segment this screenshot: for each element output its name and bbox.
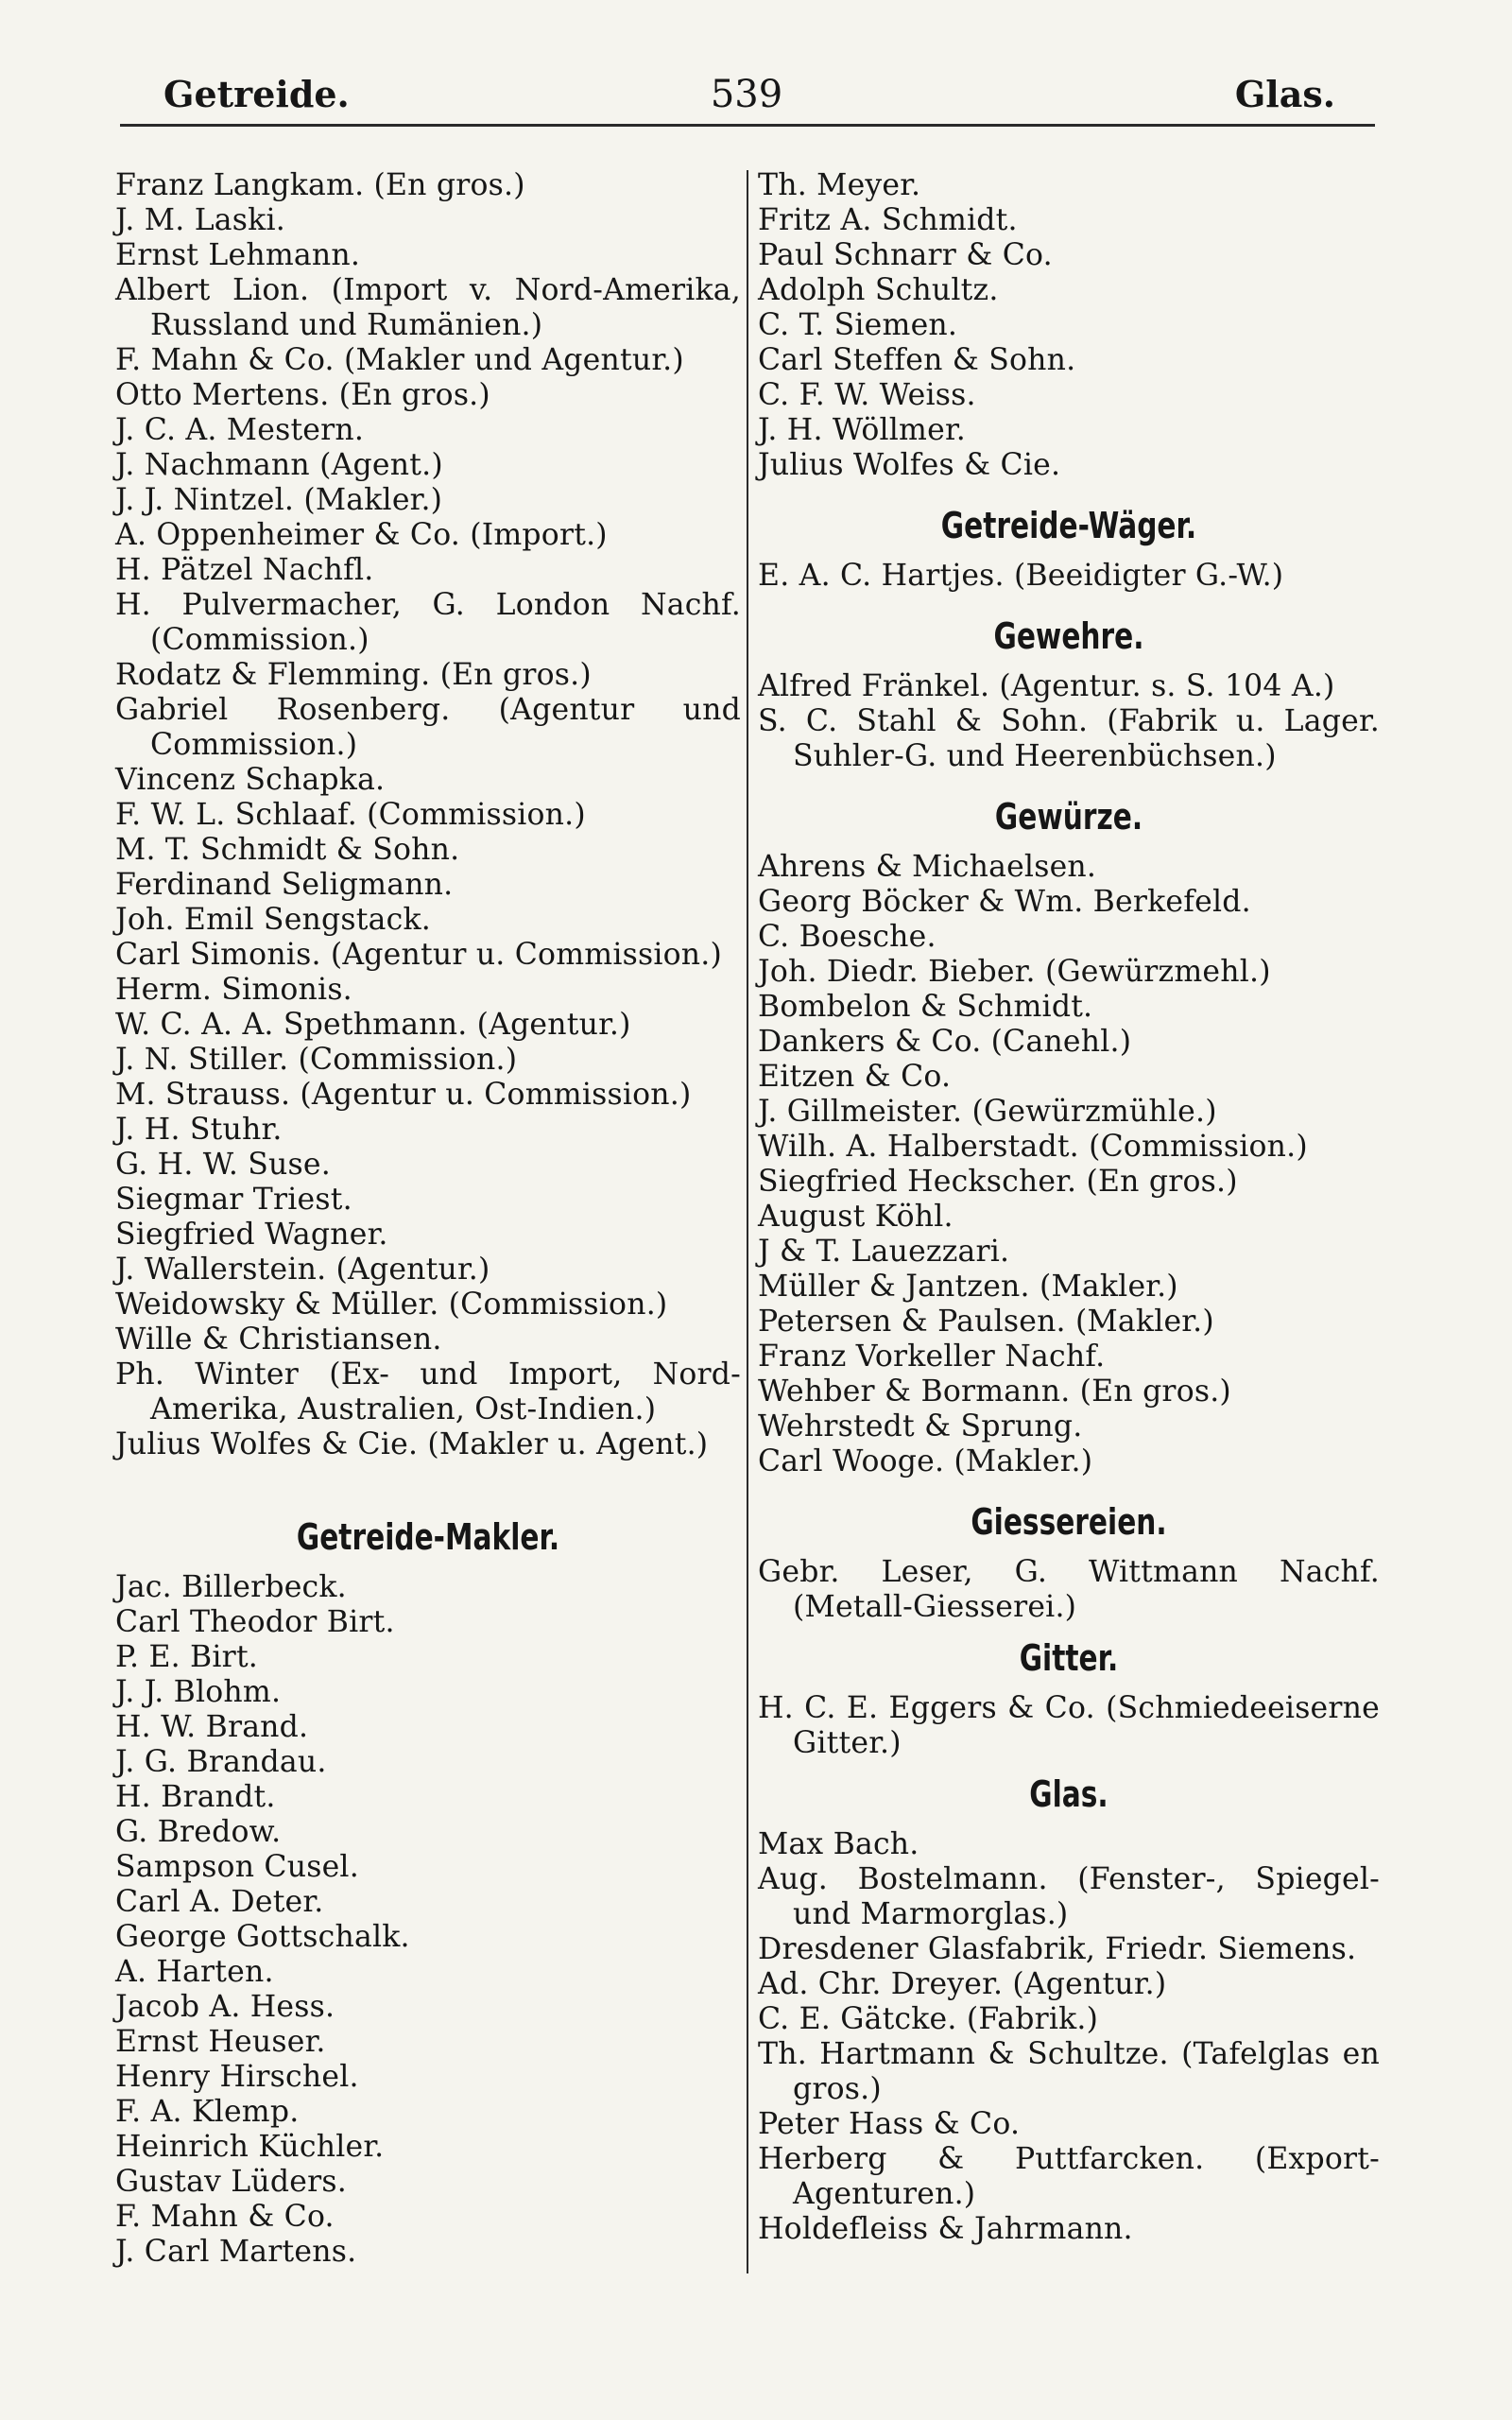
directory-entry: Carl A. Deter. — [115, 1885, 324, 1919]
entry-list — [758, 669, 1380, 774]
directory-entry: Carl Theodor Birt. — [115, 1605, 395, 1639]
directory-entry: Heinrich Küchler. — [115, 2130, 385, 2164]
directory-entry: F. W. L. Schlaaf. (Commission.) — [115, 798, 586, 832]
directory-entry: J. J. Nintzel. (Makler.) — [115, 483, 443, 517]
directory-entry: Peter Hass & Co. — [758, 2107, 1021, 2141]
entry-list — [758, 850, 1380, 1479]
header-rule — [120, 124, 1375, 127]
running-header-left: Getreide. — [163, 73, 350, 115]
directory-entry: E. A. C. Hartjes. (Beeidigter G.-W.) — [758, 559, 1284, 593]
directory-entry: M. T. Schmidt & Sohn. — [115, 833, 460, 867]
directory-entry: Holdefleiss & Jahrmann. — [758, 2212, 1133, 2246]
directory-entry: Wehrstedt & Sprung. — [758, 1409, 1083, 1443]
directory-entry: C. E. Gätcke. (Fabrik.) — [758, 2002, 1099, 2036]
left-column — [115, 168, 741, 2270]
directory-entry: J. H. Stuhr. — [115, 1113, 283, 1147]
directory-entry: Siegmar Triest. — [115, 1183, 352, 1217]
directory-entry: Carl Wooge. (Makler.) — [758, 1444, 1093, 1478]
directory-entry: H. Brandt. — [115, 1780, 276, 1814]
directory-entry: Adolph Schultz. — [758, 273, 999, 307]
directory-entry: W. C. A. A. Spethmann. (Agentur.) — [115, 1008, 631, 1042]
section-heading-glas: Glas. — [1029, 1773, 1108, 1815]
directory-entry: Gebr. Leser, G. Wittmann Nachf. (Metall-Giesserei.) — [758, 1555, 1380, 1624]
directory-entry: F. A. Klemp. — [115, 2095, 300, 2129]
directory-entry: Ernst Heuser. — [115, 2025, 326, 2059]
directory-entry: J. G. Brandau. — [115, 1745, 327, 1779]
page-number: 539 — [710, 73, 783, 116]
directory-entry: Dresdener Glasfabrik, Friedr. Siemens. — [758, 1932, 1357, 1966]
directory-entry: P. E. Birt. — [115, 1640, 259, 1674]
directory-entry: Siegfried Wagner. — [115, 1218, 388, 1252]
directory-entry: Rodatz & Flemming. (En gros.) — [115, 658, 592, 692]
directory-entry: F. Mahn & Co. (Makler und Agentur.) — [115, 343, 684, 377]
section-heading-getreide-makler: Getreide-Makler. — [296, 1516, 560, 1558]
section-heading-gewehre: Gewehre. — [993, 615, 1144, 657]
directory-entry: Otto Mertens. (En gros.) — [115, 378, 490, 412]
entry-list — [758, 168, 1380, 483]
directory-entry: S. C. Stahl & Sohn. (Fabrik u. Lager. Suhler-G. und Heerenbüchsen.) — [758, 704, 1380, 773]
directory-entry: C. T. Siemen. — [758, 308, 958, 342]
directory-entry: J. Gillmeister. (Gewürzmühle.) — [758, 1095, 1217, 1129]
directory-entry: H. Pätzel Nachfl. — [115, 553, 374, 587]
directory-entry: J. M. Laski. — [115, 203, 285, 237]
directory-entry: C. Boesche. — [758, 920, 936, 954]
directory-entry: F. Mahn & Co. — [115, 2200, 335, 2234]
directory-entry: Ernst Lehmann. — [115, 238, 361, 272]
entry-list — [115, 168, 741, 1462]
directory-entry: Wille & Christiansen. — [115, 1322, 442, 1357]
directory-entry: George Gottschalk. — [115, 1920, 410, 1954]
directory-entry: G. Bredow. — [115, 1815, 282, 1849]
directory-entry: Bombelon & Schmidt. — [758, 990, 1093, 1024]
directory-entry: J. Nachmann (Agent.) — [115, 448, 443, 482]
directory-entry: Müller & Jantzen. (Makler.) — [758, 1270, 1178, 1304]
section-heading-gewuerze: Gewürze. — [994, 796, 1143, 838]
directory-entry: H. C. E. Eggers & Co. (Schmiedeeiserne Gitter.) — [758, 1691, 1380, 1760]
directory-entry: Sampson Cusel. — [115, 1850, 359, 1884]
directory-entry: Dankers & Co. (Canehl.) — [758, 1025, 1132, 1059]
directory-entry: Herm. Simonis. — [115, 973, 352, 1007]
directory-entry: J. H. Wöllmer. — [758, 413, 966, 447]
directory-entry: M. Strauss. (Agentur u. Commission.) — [115, 1078, 692, 1112]
directory-entry: J & T. Lauezzari. — [758, 1235, 1010, 1269]
directory-entry: Th. Meyer. — [758, 168, 921, 202]
entry-list — [115, 1570, 741, 2270]
directory-entry: Max Bach. — [758, 1827, 919, 1861]
directory-entry: Wilh. A. Halberstadt. (Commission.) — [758, 1130, 1308, 1164]
directory-entry: J. C. A. Mestern. — [115, 413, 365, 447]
directory-entry: Carl Steffen & Sohn. — [758, 343, 1076, 377]
directory-entry: Ad. Chr. Dreyer. (Agentur.) — [758, 1967, 1167, 2001]
entry-list — [758, 1555, 1380, 1625]
section-heading-giessereien: Giessereien. — [971, 1501, 1167, 1543]
directory-entry: J. N. Stiller. (Commission.) — [115, 1043, 518, 1077]
directory-entry: Jacob A. Hess. — [115, 1990, 335, 2024]
section-heading-gitter: Gitter. — [1019, 1637, 1119, 1679]
directory-entry: Joh. Diedr. Bieber. (Gewürzmehl.) — [758, 955, 1271, 989]
directory-entry: Paul Schnarr & Co. — [758, 238, 1053, 272]
column-divider — [747, 170, 748, 2273]
directory-entry: A. Oppenheimer & Co. (Import.) — [115, 518, 608, 552]
directory-entry: Th. Hartmann & Schultze. (Tafelglas en gros.) — [758, 2037, 1380, 2106]
directory-entry: Gabriel Rosenberg. (Agentur und Commission.) — [115, 693, 741, 762]
entry-list — [758, 1691, 1380, 1761]
directory-entry: Franz Langkam. (En gros.) — [115, 168, 525, 202]
right-column — [758, 168, 1380, 2247]
directory-entry: Ferdinand Seligmann. — [115, 868, 454, 902]
directory-entry: Carl Simonis. (Agentur u. Commission.) — [115, 938, 722, 972]
directory-entry: Petersen & Paulsen. (Makler.) — [758, 1305, 1214, 1339]
directory-entry: Herberg & Puttfarcken. (Export-Agenturen.) — [758, 2142, 1380, 2211]
directory-entry: Vincenz Schapka. — [115, 763, 386, 797]
directory-entry: Franz Vorkeller Nachf. — [758, 1340, 1106, 1374]
directory-entry: Alfred Fränkel. (Agentur. s. S. 104 A.) — [758, 669, 1335, 703]
directory-entry: G. H. W. Suse. — [115, 1148, 331, 1182]
directory-entry: Ahrens & Michaelsen. — [758, 850, 1097, 884]
directory-entry: Gustav Lüders. — [115, 2165, 347, 2199]
directory-entry: Wehber & Bormann. (En gros.) — [758, 1374, 1231, 1409]
entry-list — [758, 559, 1380, 594]
running-header-right: Glas. — [1234, 73, 1335, 115]
directory-entry: Fritz A. Schmidt. — [758, 203, 1018, 237]
directory-entry: A. Harten. — [115, 1955, 274, 1989]
directory-entry: Ph. Winter (Ex- und Import, Nord-Amerika, Australien, Ost-Indien.) — [115, 1357, 741, 1426]
directory-entry: Georg Böcker & Wm. Berkefeld. — [758, 885, 1251, 919]
section-heading-getreide-waeger: Getreide-Wäger. — [940, 505, 1197, 546]
directory-entry: Aug. Bostelmann. (Fenster-, Spiegel- und Marmorglas.) — [758, 1862, 1380, 1931]
directory-entry: J. Carl Martens. — [115, 2235, 357, 2269]
directory-entry: Jac. Billerbeck. — [115, 1570, 347, 1604]
directory-entry: H. W. Brand. — [115, 1710, 309, 1744]
directory-entry: Julius Wolfes & Cie. — [758, 448, 1061, 482]
directory-entry: J. J. Blohm. — [115, 1675, 282, 1709]
directory-entry: H. Pulvermacher, G. London Nachf. (Commission.) — [115, 588, 741, 657]
directory-entry: Eitzen & Co. — [758, 1060, 952, 1094]
directory-entry: Henry Hirschel. — [115, 2060, 359, 2094]
directory-entry: Albert Lion. (Import v. Nord-Amerika, Russland und Rumänien.) — [115, 273, 741, 342]
directory-entry: Weidowsky & Müller. (Commission.) — [115, 1288, 668, 1322]
directory-entry: Julius Wolfes & Cie. (Makler u. Agent.) — [115, 1427, 709, 1461]
directory-entry: J. Wallerstein. (Agentur.) — [115, 1253, 490, 1287]
directory-entry: August Köhl. — [758, 1200, 954, 1234]
directory-entry: Joh. Emil Sengstack. — [115, 903, 431, 937]
directory-entry: C. F. W. Weiss. — [758, 378, 976, 412]
entry-list — [758, 1827, 1380, 2247]
directory-entry: Siegfried Heckscher. (En gros.) — [758, 1165, 1238, 1199]
